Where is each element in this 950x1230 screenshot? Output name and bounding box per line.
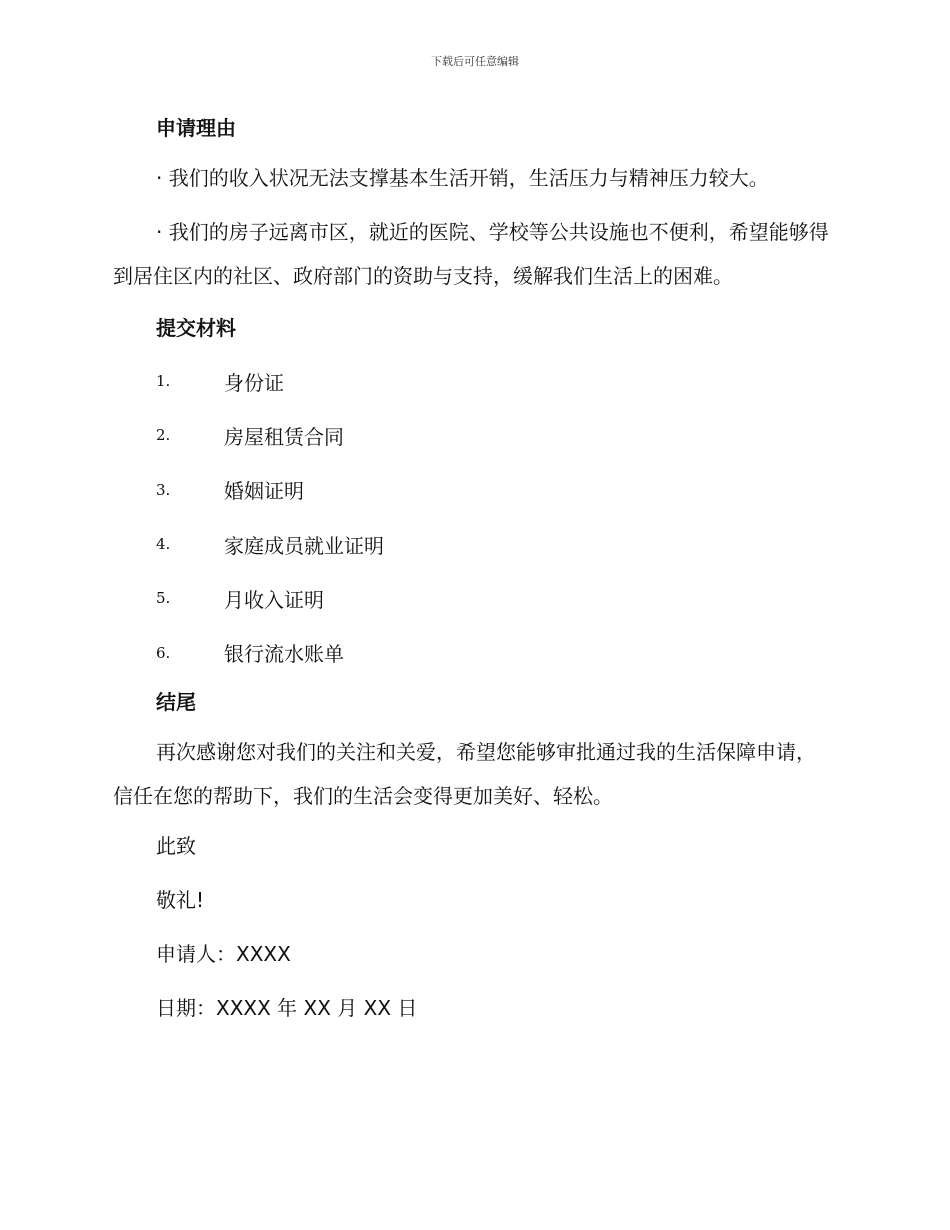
list-item-text: 婚姻证明 — [224, 479, 304, 504]
materials-heading: 提交材料 — [156, 316, 236, 340]
list-item-text: 月收入证明 — [224, 587, 324, 612]
page-header-note: 下载后可任意编辑 — [431, 55, 519, 68]
list-item — [113, 571, 833, 625]
regards: 敬礼! — [156, 887, 205, 912]
date-line: 日期：XXXX 年 XX 月 XX 日 — [156, 995, 418, 1020]
list-item-number: 6. — [156, 643, 171, 662]
list-item — [113, 463, 833, 517]
reasons-heading: 申请理由 — [156, 116, 236, 140]
list-item — [113, 408, 833, 462]
document-body — [113, 112, 833, 1046]
list-item — [113, 625, 833, 679]
reason-item-2: · 我们的房子远离市区，就近的医院、学校等公共设施也不便利，希望能够得到居住区内的社区、政府部门的资助与支持，缓解我们生活上的困难。 — [113, 220, 829, 288]
list-item-text: 银行流水账单 — [224, 642, 344, 667]
list-item — [113, 517, 833, 571]
list-item-number: 4. — [156, 535, 171, 554]
list-item — [113, 354, 833, 408]
closing-heading: 结尾 — [156, 689, 196, 714]
list-item-text: 房屋租赁合同 — [224, 424, 344, 449]
list-item-number: 3. — [156, 480, 171, 499]
closing-body: 再次感谢您对我们的关注和关爱，希望您能够审批通过我的生活保障申请，信任在您的帮助下，我们的生活会变得更加美好、轻松。 — [113, 739, 816, 808]
list-item-number: 1. — [156, 372, 171, 391]
applicant-line: 申请人：XXXX — [156, 941, 291, 966]
list-item-text: 身份证 — [224, 370, 284, 395]
list-item-text: 家庭成员就业证明 — [224, 533, 384, 558]
salutation: 此致 — [156, 833, 196, 858]
list-item-number: 5. — [156, 589, 171, 608]
reason-item-1: · 我们的收入状况无法支撑基本生活开销，生活压力与精神压力较大。 — [156, 166, 769, 190]
materials-list — [113, 354, 833, 680]
list-item-number: 2. — [156, 426, 171, 445]
